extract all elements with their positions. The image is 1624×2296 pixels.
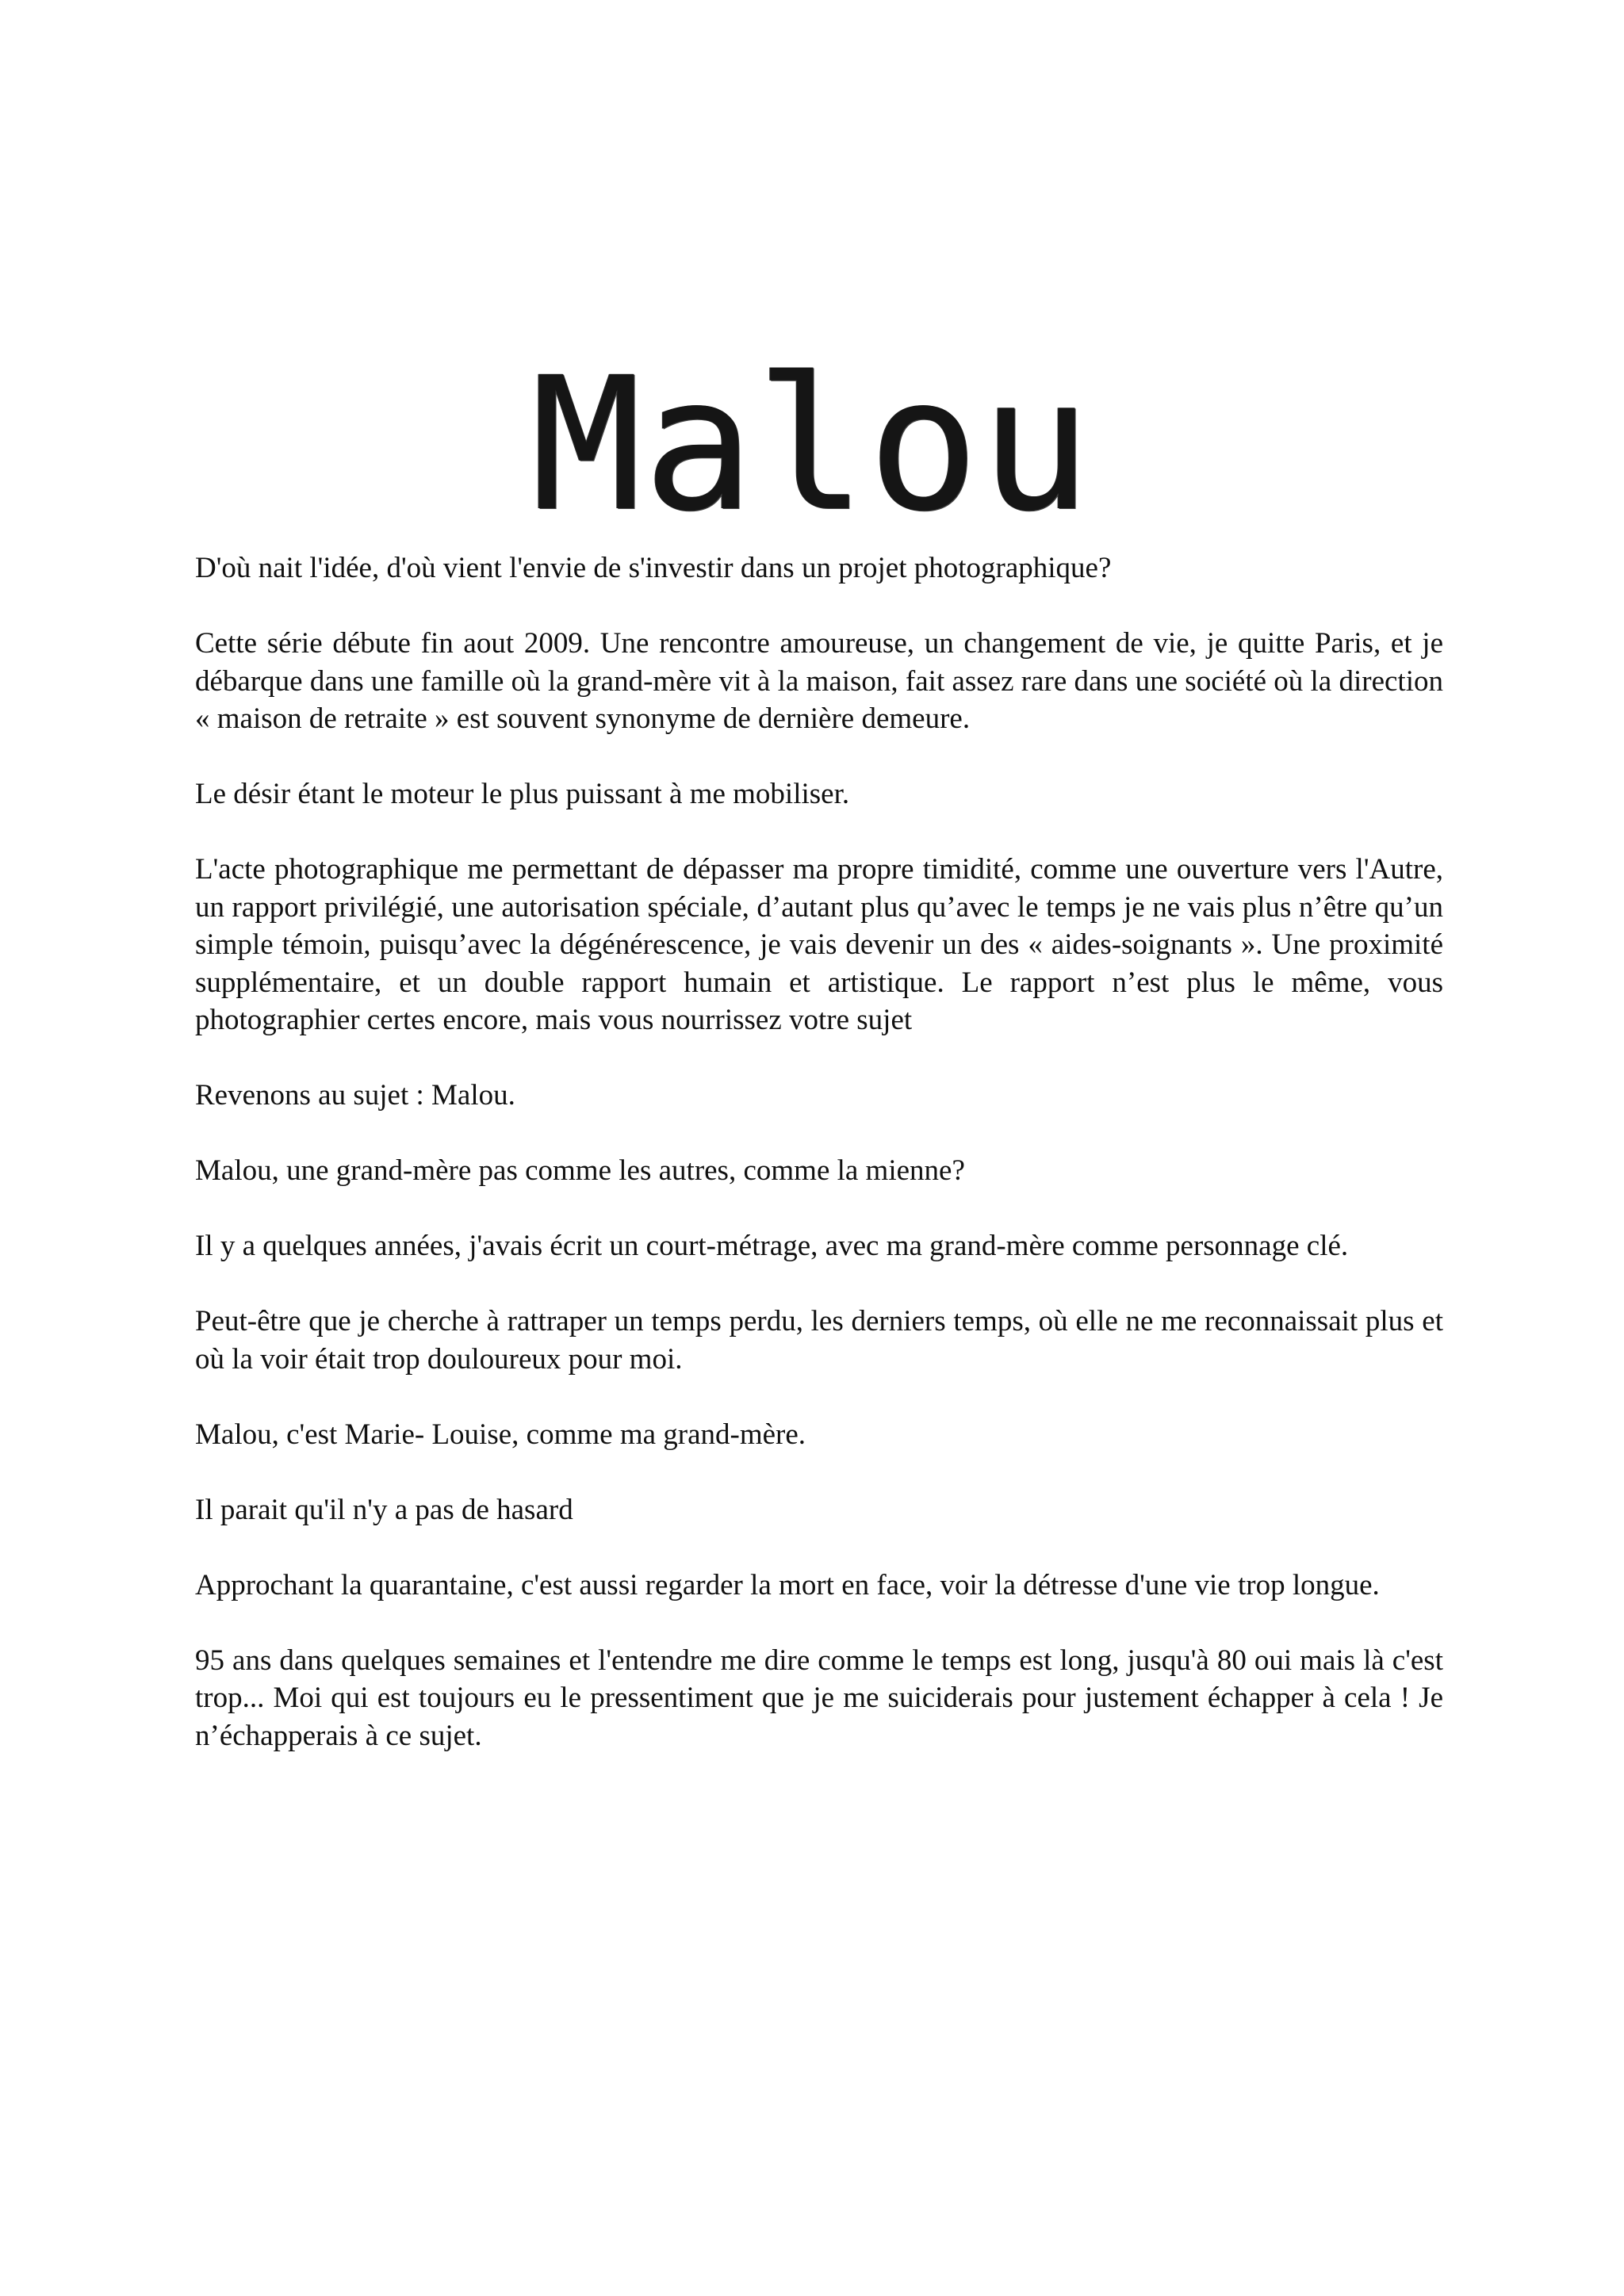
paragraph: L'acte photographique me permettant de dépasser ma propre timidité, comme une ouverture vers l'Autre, un rapport privilégié, une autorisation spéciale, d’autant plus qu’avec le temps je ne vais plus n’être qu’un simple témoin, puisqu’avec la dégénérescence, je vais devenir un des « aides-soignants ». Une proximité supplémentaire, et un double rapport humain et artistique. Le rapport n’est plus le même, vous photographier certes encore, mais vous nourrissez votre sujet <box>195 853 1443 1036</box>
paragraph: Approchant la quarantaine, c'est aussi regarder la mort en face, voir la détresse d'une vie trop longue. <box>195 1568 1380 1601</box>
paragraph: Malou, c'est Marie- Louise, comme ma grand-mère. <box>195 1418 806 1451</box>
paragraph: Revenons au sujet : Malou. <box>195 1079 515 1112</box>
paragraph: Cette série débute fin aout 2009. Une rencontre amoureuse, un changement de vie, je quitte Paris, et je débarque dans une famille où la grand-mère vit à la maison, fait assez rare dans une société où la direction « maison de retraite » est souvent synonyme de dernière demeure. <box>195 627 1443 735</box>
paragraph: Il y a quelques années, j'avais écrit un court-métrage, avec ma grand-mère comme personnage clé. <box>195 1230 1349 1262</box>
paragraph: 95 ans dans quelques semaines et l'entendre me dire comme le temps est long, jusqu'à 80 oui mais là c'est trop... Moi qui est toujours eu le pressentiment que je me suiciderais pour justement échapper à cela ! Je n’échapperais à ce sujet. <box>195 1644 1443 1752</box>
document-body <box>195 549 1443 1793</box>
document-title: Malou <box>530 338 1094 553</box>
paragraph: Malou, une grand-mère pas comme les autres, comme la mienne? <box>195 1154 965 1187</box>
paragraph: Le désir étant le moteur le plus puissant à me mobiliser. <box>195 778 850 810</box>
paragraph: Peut-être que je cherche à rattraper un temps perdu, les derniers temps, où elle ne me reconnaissait plus et où la voir était trop douloureux pour moi. <box>195 1305 1443 1376</box>
paragraph: D'où nait l'idée, d'où vient l'envie de s'investir dans un projet photographique? <box>195 552 1112 584</box>
paragraph: Il parait qu'il n'y a pas de hasard <box>195 1493 573 1526</box>
